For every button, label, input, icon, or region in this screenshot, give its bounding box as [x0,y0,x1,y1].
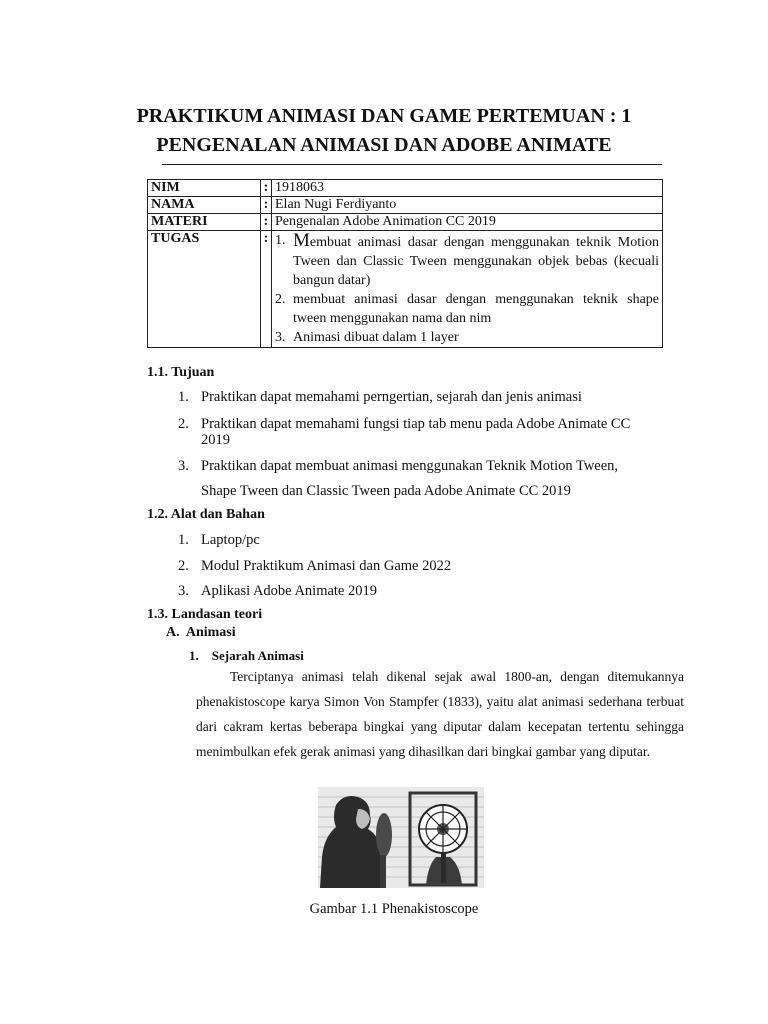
tugas-item-number: 2. [275,292,286,307]
alat-item-number: 1. [178,532,189,548]
student-info-table [147,179,663,348]
nim-value: 1918063 [272,180,663,197]
materi-value: Pengenalan Adobe Animation CC 2019 [272,214,663,231]
materi-label: MATERI [148,214,261,231]
tujuan-item-text: Praktikan dapat memahami fungsi tiap tab menu pada Adobe Animate CC [201,416,631,432]
tugas-item-number: 3. [275,330,286,345]
page-title-line2: PENGENALAN ANIMASI DAN ADOBE ANIMATE [156,134,612,156]
colon: : [261,197,272,214]
phenakistoscope-illustration [318,787,484,888]
subheading-sejarah-animasi: 1. Sejarah Animasi [189,648,304,663]
alat-item-text: Laptop/pc [201,532,260,548]
alat-item-number: 2. [178,558,189,574]
tugas-list [275,231,659,347]
alat-item-number: 3. [178,583,189,599]
nama-label: NAMA [148,197,261,214]
tujuan-item-text: Praktikan dapat memahami perngertian, sejarah dan jenis animasi [201,389,582,405]
tugas-item-initial: M [293,230,310,251]
tugas-item [275,328,659,347]
title-underline [162,164,662,165]
alat-item-text: Modul Praktikum Animasi dan Game 2022 [201,558,452,574]
sejarah-paragraph: Terciptanya animasi telah dikenal sejak awal 1800-an, dengan ditemukannya phenakistoscope karya Simon Von Stampfer (1833), yaitu alat animasi sederhana terbuat dari cakram kertas beberapa bingkai yang diputar dalam kecepatan tertentu sehingga menimbulkan efek gerak animasi yang dihasilkan dari bingkai gambar yang diputar. [196,669,684,759]
row-tugas [148,231,663,348]
tugas-label: TUGAS [148,231,261,348]
figure-caption: Gambar 1.1 Phenakistoscope [309,901,479,917]
alat-item-text: Aplikasi Adobe Animate 2019 [201,583,377,599]
tujuan-item-number: 1. [178,389,189,405]
tugas-item-text: membuat animasi dasar dengan menggunakan teknik shape tween menggunakan nama dan nim [293,292,659,326]
nim-label: NIM [148,180,261,197]
tujuan-item-text-continued: 2019 [201,432,230,448]
row-materi [148,214,663,231]
row-nama [148,197,663,214]
colon: : [261,214,272,231]
section-heading-tujuan: 1.1. Tujuan [147,365,215,380]
tugas-item [275,290,659,328]
tugas-item-number: 1. [275,233,286,248]
nama-value: Elan Nugi Ferdiyanto [272,197,663,214]
section-heading-landasan: 1.3. Landasan teori [147,607,263,622]
page-title-line1: PRAKTIKUM ANIMASI DAN GAME PERTEMUAN : 1 [136,105,632,127]
tugas-item-text: embuat animasi dasar dengan menggunakan teknik Motion Tween dan Classic Tween menggunakan objek bebas (kecuali bangun datar) [293,235,659,288]
colon: : [261,180,272,197]
tujuan-item-number: 2. [178,416,189,432]
tugas-list-cell [272,231,663,348]
phenakistoscope-image [318,787,484,888]
section-heading-alat: 1.2. Alat dan Bahan [147,507,265,522]
tujuan-item-text: Praktikan dapat membuat animasi menggunakan Teknik Motion Tween, [201,458,619,474]
tujuan-item-text-continued: Shape Tween dan Classic Tween pada Adobe Animate CC 2019 [201,483,571,499]
subheading-animasi: A. Animasi [166,625,236,640]
colon: : [261,231,272,348]
row-nim [148,180,663,197]
tujuan-item-number: 3. [178,458,189,474]
tugas-item-text: Animasi dibuat dalam 1 layer [293,330,459,345]
tugas-item [275,231,659,290]
